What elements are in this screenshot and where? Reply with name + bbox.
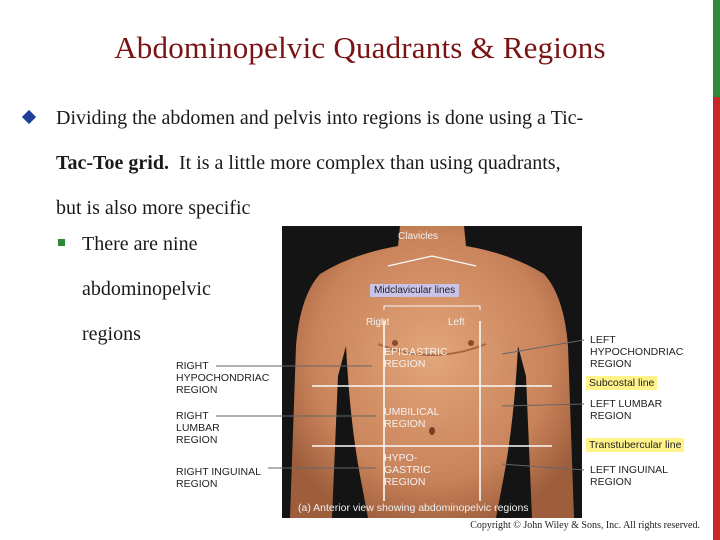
bullet-line-2: [56, 141, 561, 185]
left-hypochondriac-label: LEFT HYPOCHONDRIAC REGION: [590, 334, 684, 370]
subcostal-line-label: Subcostal line: [586, 376, 657, 390]
left-nipple: [468, 340, 474, 346]
torso-photo: [282, 226, 582, 518]
sub-bullet-line-2: abdominopelvic: [82, 278, 211, 300]
sub-bullet-line-3: regions: [82, 323, 141, 345]
bullet-line-2-rest: It is a little more complex than using quadrants,: [178, 152, 561, 174]
midclavicular-label: Midclavicular lines: [370, 284, 459, 297]
right-lumbar-label: RIGHT LUMBAR REGION: [176, 410, 220, 446]
left-inguinal-label: LEFT INGUINAL REGION: [590, 464, 668, 488]
transtubercular-line-label: Transtubercular line: [586, 438, 684, 452]
bullet-line-2-bold: Tac-Toe grid.: [56, 152, 169, 174]
slide-title: Abdominopelvic Quadrants & Regions: [114, 30, 606, 65]
left-lumbar-label: LEFT LUMBAR REGION: [590, 398, 663, 422]
bullet-line-1: Dividing the abdomen and pelvis into regions is done using a Tic-: [56, 107, 584, 129]
clavicles-label: Clavicles: [398, 231, 439, 242]
abdominal-regions-figure: [172, 226, 702, 518]
hypogastric-label: HYPO- GASTRIC REGION: [384, 452, 431, 488]
torso-illustration: [282, 226, 582, 518]
umbilical-label: UMBILICAL REGION: [384, 406, 440, 430]
right-inguinal-label: RIGHT INGUINAL REGION: [176, 466, 261, 490]
copyright-notice: Copyright © John Wiley & Sons, Inc. All rights reserved.: [470, 520, 700, 531]
slide-accent-bar: [713, 0, 720, 540]
torso-shape: [290, 226, 574, 518]
right-side-label: Right: [366, 317, 390, 328]
diamond-bullet-icon: [22, 110, 36, 124]
right-hypochondriac-label: RIGHT HYPOCHONDRIAC REGION: [176, 360, 270, 396]
sub-bullet-line-1: There are nine: [82, 233, 198, 255]
square-bullet-icon: [58, 239, 65, 246]
left-side-label: Left: [448, 317, 465, 328]
epigastric-label: EPIGASTRIC REGION: [384, 346, 448, 370]
figure-caption: (a) Anterior view showing abdominopelvic regions: [298, 502, 529, 514]
bullet-line-3: but is also more specific: [56, 197, 251, 219]
